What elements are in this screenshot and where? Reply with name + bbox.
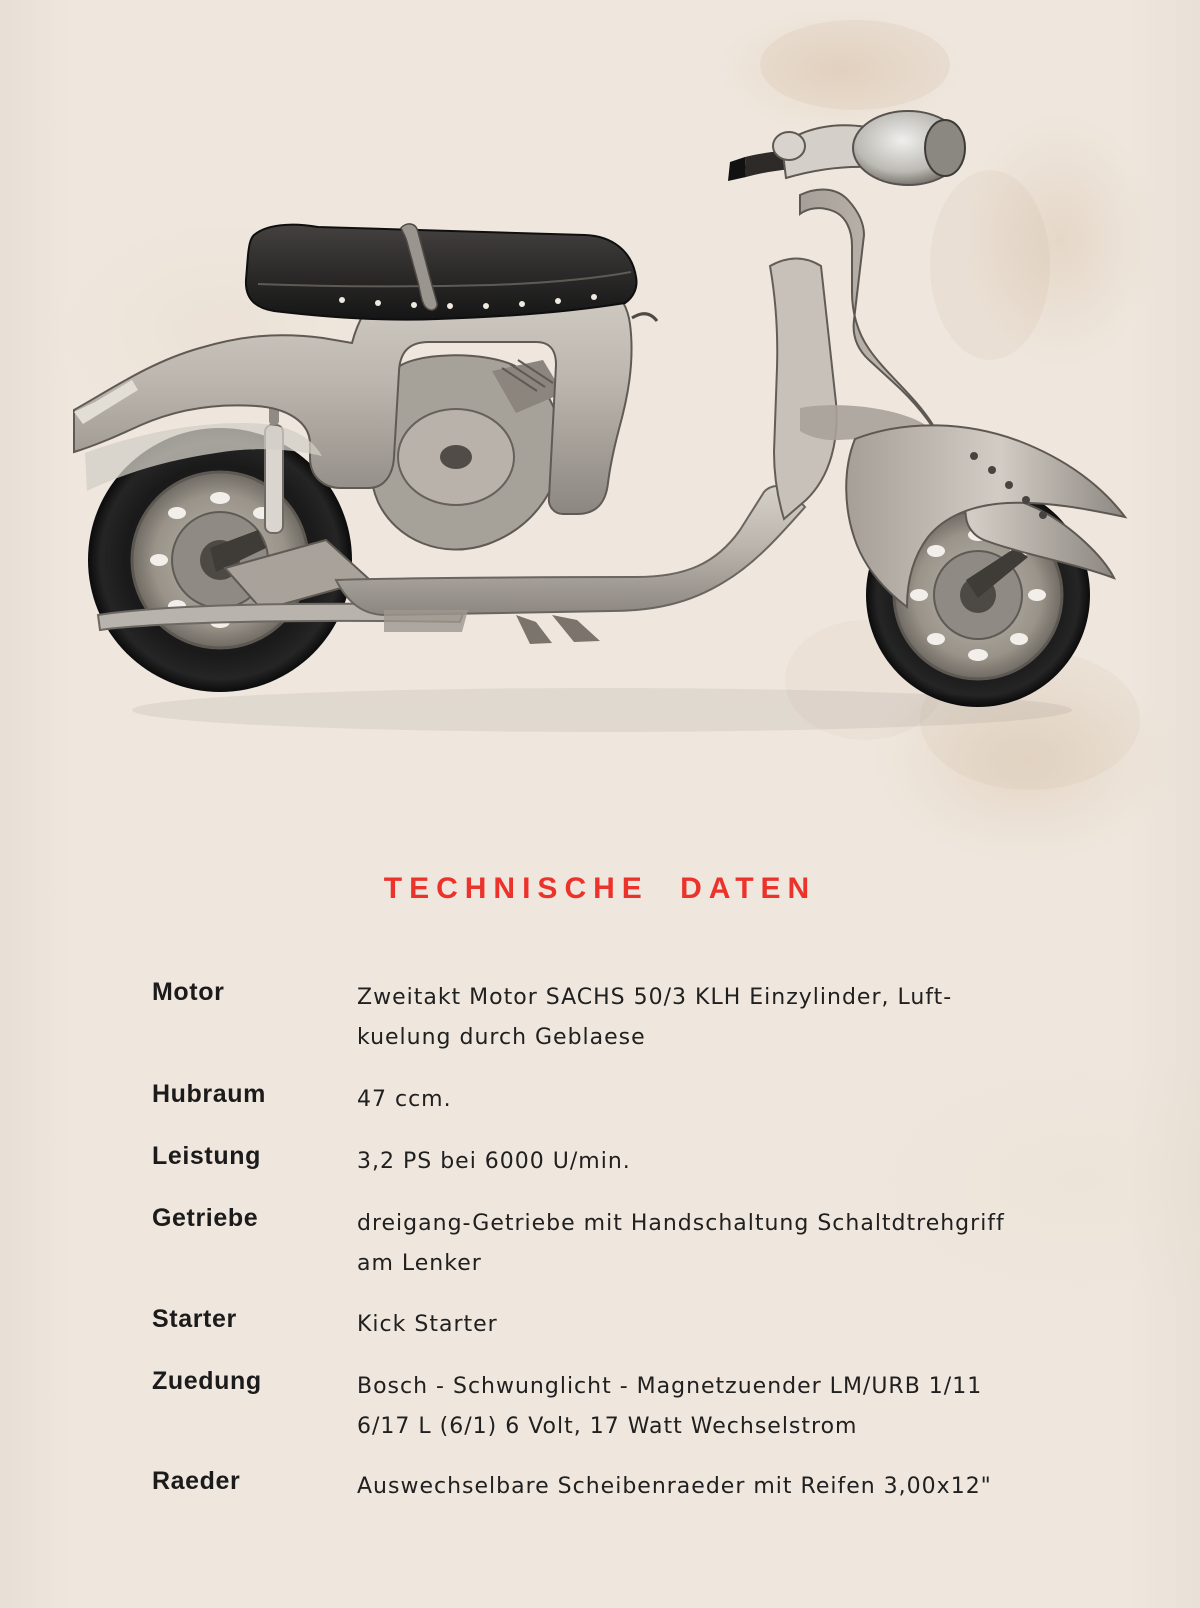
water-stain xyxy=(760,20,950,110)
spec-label: Leistung xyxy=(152,1142,261,1170)
spec-value-line: am Lenker xyxy=(357,1251,482,1276)
spec-value-line: Zweitakt Motor SACHS 50/3 KLH Einzylinder, Luft- xyxy=(357,985,953,1010)
spec-value xyxy=(357,1305,1057,1345)
spec-value xyxy=(357,1142,1057,1182)
spec-value-line: Auswechselbare Scheibenraeder mit Reifen 3,00x12" xyxy=(357,1474,992,1499)
technical-data-title: TECHNISCHE DATEN xyxy=(383,872,817,905)
spec-value-line: kuelung durch Geblaese xyxy=(357,1025,646,1050)
spec-value-line: Kick Starter xyxy=(357,1312,498,1337)
spec-value-line: 6/17 L (6/1) 6 Volt, 17 Watt Wechselstrom xyxy=(357,1414,858,1439)
spec-value xyxy=(357,1467,1057,1507)
spec-value xyxy=(357,978,1057,1058)
spec-label: Raeder xyxy=(152,1467,241,1495)
spec-value-line: 3,2 PS bei 6000 U/min. xyxy=(357,1149,631,1174)
spec-value-line: Bosch - Schwunglicht - Magnetzuender LM/URB 1/11 xyxy=(357,1374,983,1399)
spec-value-line: dreigang-Getriebe mit Handschaltung Schaltdtrehgriff xyxy=(357,1211,1005,1236)
spec-value xyxy=(357,1367,1057,1447)
scooter-illustration xyxy=(40,110,1160,760)
spec-value xyxy=(357,1204,1057,1284)
spec-label: Zuedung xyxy=(152,1367,262,1395)
spec-label: Hubraum xyxy=(152,1080,266,1108)
spec-label: Motor xyxy=(152,978,225,1006)
spec-value-line: 47 ccm. xyxy=(357,1087,452,1112)
spec-value xyxy=(357,1080,1057,1120)
spec-label: Starter xyxy=(152,1305,237,1333)
spec-label: Getriebe xyxy=(152,1204,259,1232)
